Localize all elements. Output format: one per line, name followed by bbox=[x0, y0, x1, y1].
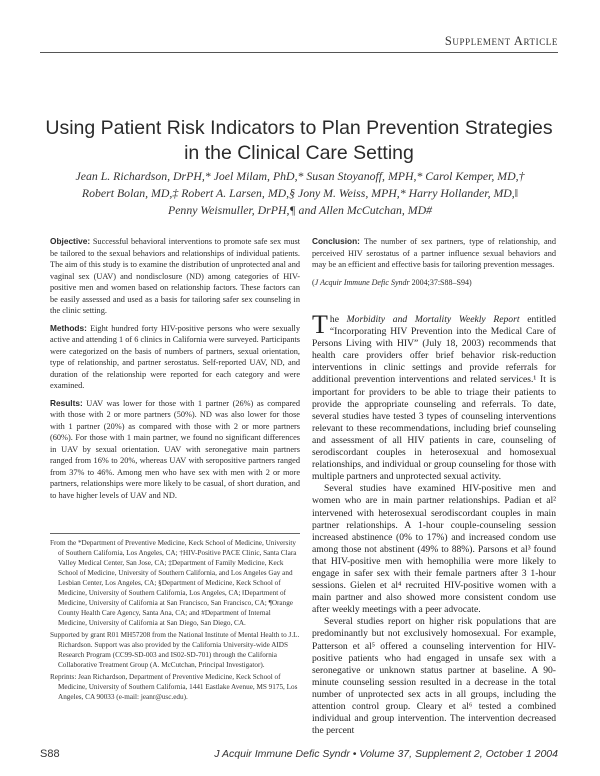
results-text: UAV was lower for those with 1 partner (26%) as compared with those with 2 or more partners (50%). ND was also lower for those with 1 partner (20%) as compared with those with 2 or more partners (60%). For those with 1 main partner, we found no significant differences in UAV by sexual orientation. UAV with seronegative main partners ranged from 16% to 20%, whereas UAV with seropositive partners ranged from 37% to 46%. Among men who have sex with men with 2 or more partners, relationships were more likely to be casual, of short duration, and to have higher levels of UAV and ND. bbox=[50, 398, 300, 500]
methods-heading: Methods: bbox=[50, 322, 87, 333]
footnote-support: Supported by grant R01 MH57208 from the National Institute of Mental Health to J.L. Richardson. Support was also provided by the California University-wide AIDS Research Program (CC99-SD-003 and IS02-SD-701) through the California Collaborative Treatment Group (A. McCutchan, Principal Investigator). bbox=[50, 631, 300, 669]
drop-cap: T bbox=[312, 310, 328, 339]
author-line: Robert Bolan, MD,‡ Robert A. Larsen, MD,§ Jony M. Weiss, MPH,* Harry Hollander, MD,‖ bbox=[81, 186, 519, 200]
body-paragraph: Several studies have examined HIV-positive men and women who are in main partner relationships. Padian et al² intervened with heterosexual serodiscordant couples in main partner relationships. A 1-hour couple-counseling session increased abstinence (0% to 17%) and increased condom use among those not abstinent (49% to 88%). Parsons et al³ found that HIV-positive men with hemophilia were more likely to engage in safer sex with their female partners after 3 1-hour sessions. Gielen et al⁴ recruited HIV-positive women with a main partner and also showed more consistent condom use after weekly meetings with a peer advocate. bbox=[312, 483, 556, 616]
article-body bbox=[312, 310, 556, 737]
results-heading: Results: bbox=[50, 397, 83, 408]
body-p1-journal: Morbidity and Mortality Weekly Report bbox=[346, 314, 520, 325]
author-line: Penny Weismuller, DrPH,¶ and Allen McCutchan, MD# bbox=[167, 203, 433, 217]
footnote-affiliations: From the *Department of Preventive Medicine, Keck School of Medicine, University of Southern California, Los Angeles, CA; †HIV-Positive PACE Clinic, Santa Clara Valley Medical Center, San Jose, CA; ‡Department of Family Medicine, Keck School of Medicine, University of Southern California, and Los Angeles Gay and Lesbian Center, Los Angeles, CA; §Department of Medicine, Keck School of Medicine, University of Southern California, Los Angeles, CA; ‖Department of Medicine, University of California at San Francisco, San Francisco, CA; ¶Orange County Health Care Agency, Santa Ana, CA; and #Department of Internal Medicine, University of California at San Diego, San Diego, CA. bbox=[50, 539, 297, 627]
footnotes bbox=[50, 538, 300, 704]
conclusion-text: The number of sex partners, type of relationship, and perceived HIV serostatus of a partner influence sexual behaviors and may be an efficient and effective basis for tailoring prevention messages. bbox=[312, 237, 556, 269]
abstract-citation: (J Acquir Immune Defic Syndr 2004;37:S88–S94) bbox=[312, 277, 472, 287]
citation-details: 2004;37:S88–S94) bbox=[411, 277, 472, 287]
section-label: Supplement Article bbox=[444, 34, 558, 48]
methods-text: Eight hundred forty HIV-positive persons who were sexually active and attending 1 of 6 clinics in California were surveyed. Participants were categorized on the basis of numbers of partners, sexual orientation, type of relationship, and partner serostatus. Self-reported UAV, ND, and duration of the relationship were reported for each category and were examined. bbox=[50, 323, 300, 390]
body-paragraph: Several studies report on higher risk populations that are predominantly but not exclusively homosexual. For example, Patterson et al⁵ offered a counseling intervention for HIV-positive patients who had engaged in unsafe sex with a seronegative or unknown status partner at baseline. A 90-minute counseling session resulted in a decrease in the total number of unprotected sex acts in all groups, including the attention control group. Cleary et al⁶ tested a combined individual and group intervention. The intervention decreased the percent bbox=[312, 616, 556, 737]
author-line: Jean L. Richardson, DrPH,* Joel Milam, PhD,* Susan Stoyanoff, MPH,* Carol Kemper, MD,† bbox=[75, 169, 525, 183]
article-title: Using Patient Risk Indicators to Plan Prevention Strategies in the Clinical Care Setting bbox=[45, 117, 553, 164]
body-p1-start: he bbox=[329, 314, 347, 325]
header-rule bbox=[40, 52, 558, 53]
page-number: S88 bbox=[40, 748, 60, 760]
conclusion-heading: Conclusion: bbox=[312, 236, 360, 246]
footer-journal: J Acquir Immune Defic Syndr • Volume 37, Supplement 2, October 1 2004 bbox=[214, 748, 558, 760]
objective-heading: Objective: bbox=[50, 236, 91, 246]
abstract-objective bbox=[50, 236, 300, 317]
abstract-methods bbox=[50, 323, 300, 392]
abstract-right-column bbox=[312, 236, 556, 294]
abstract-conclusion bbox=[312, 236, 556, 271]
author-list bbox=[55, 168, 545, 219]
body-paragraph bbox=[312, 310, 556, 483]
citation-journal: J Acquir Immune Defic Syndr bbox=[314, 277, 410, 287]
footnote-rule bbox=[50, 533, 300, 534]
abstract-results bbox=[50, 398, 300, 502]
footnote-reprints: Reprints: Jean Richardson, Department of Preventive Medicine, Keck School of Medicine, University of Southern California, 1441 Eastlake Avenue, MS 9175, Los Angeles, CA 90033 (e-mail: jeanr@usc.edu). bbox=[50, 673, 298, 701]
body-p1-rest: entitled “Incorporating HIV Prevention into the Medical Care of Persons Living with HIV” (July 18, 2003) recommends that health care providers offer brief behavior risk-reduction interventions in clinic settings and provide referrals for additional prevention interventions and related services.¹ It is important for providers to be able to triage their patients to provide the appropriate counseling and referrals. To date, several studies have tested 3 types of counseling interventions relevant to these recommendations, including brief counseling and assessment of all HIV patients in care, counseling of serodiscordant couples in heterosexual and homosexual relationships, and individual or group counseling for those with multiple partners and unprotected sexual activity. bbox=[312, 314, 556, 483]
abstract-left-column bbox=[50, 236, 300, 507]
objective-text: Successful behavioral interventions to promote safe sex must be tailored to the sexual behaviors and relationships of individual patients. The aim of this study is to examine the distribution of unprotected anal and vaginal sex (UAV) and nondisclosure (ND) among categories of HIV-positive men and women based on relationship factors. These factors can be easily assessed and used as a basis for tailoring safer sex counseling in the clinic setting. bbox=[50, 237, 301, 315]
